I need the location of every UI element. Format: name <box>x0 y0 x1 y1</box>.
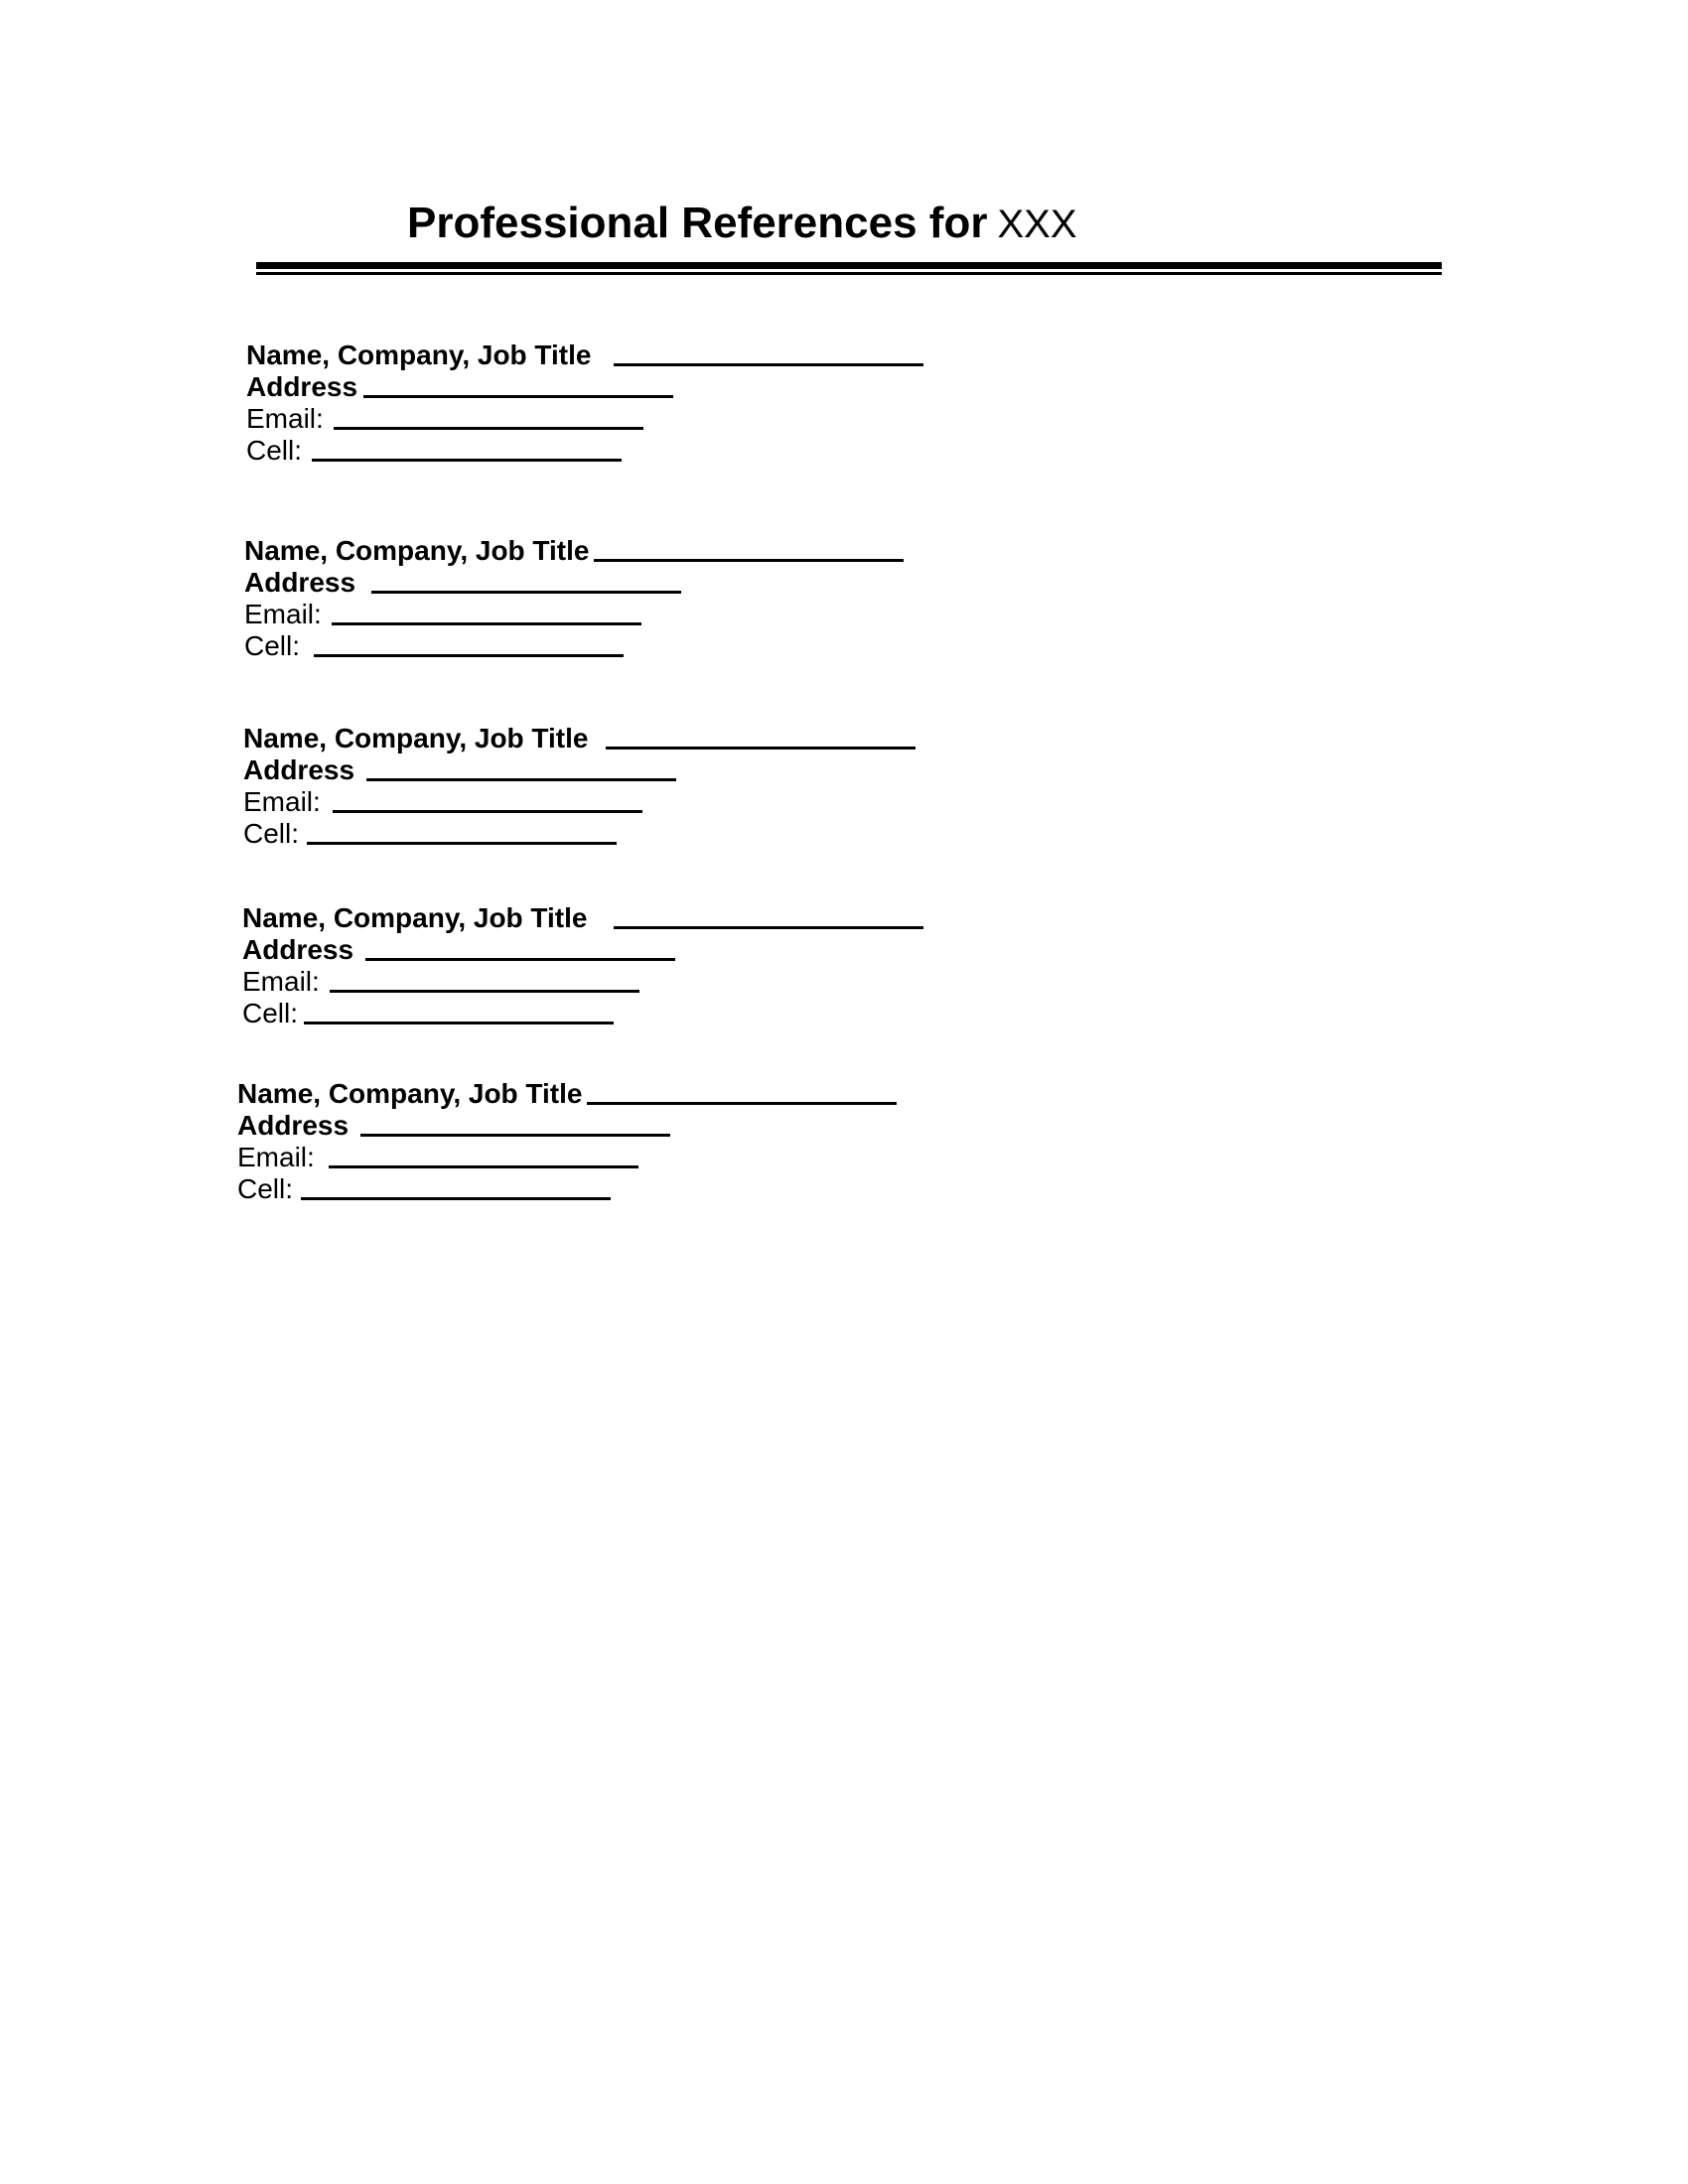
cell-blank[interactable] <box>307 842 617 845</box>
cell-label: Cell: <box>246 435 303 466</box>
name-company-title-label: Name, Company, Job Title <box>243 723 589 753</box>
address-label: Address <box>246 371 358 402</box>
cell-blank[interactable] <box>304 1022 614 1024</box>
name-company-title-label: Name, Company, Job Title <box>246 340 592 370</box>
address-blank[interactable] <box>371 591 681 594</box>
name-company-title-blank[interactable] <box>606 747 915 750</box>
address-label: Address <box>237 1110 350 1141</box>
cell-label: Cell: <box>242 998 299 1028</box>
cell-blank[interactable] <box>301 1197 611 1200</box>
email-label: Email: <box>246 403 324 434</box>
email-blank[interactable] <box>334 427 643 430</box>
name-company-title-blank[interactable] <box>614 926 923 929</box>
address-blank[interactable] <box>365 958 675 961</box>
email-label: Email: <box>243 786 321 817</box>
email-blank[interactable] <box>330 990 639 993</box>
address-label: Address <box>242 934 354 965</box>
email-label: Email: <box>237 1142 315 1172</box>
cell-blank[interactable] <box>312 459 622 462</box>
cell-label: Cell: <box>237 1173 294 1204</box>
address-blank[interactable] <box>363 395 673 398</box>
name-company-title-label: Name, Company, Job Title <box>237 1078 583 1109</box>
email-blank[interactable] <box>333 810 642 813</box>
title-rule-thin <box>256 272 1442 275</box>
address-label: Address <box>243 754 355 785</box>
email-label: Email: <box>244 599 322 629</box>
title-name: XXX <box>997 203 1077 246</box>
name-company-title-blank[interactable] <box>614 363 923 366</box>
name-company-title-label: Name, Company, Job Title <box>244 535 590 566</box>
name-company-title-label: Name, Company, Job Title <box>242 902 588 933</box>
address-blank[interactable] <box>366 778 676 781</box>
address-blank[interactable] <box>360 1134 670 1137</box>
title-rule-thick <box>256 262 1442 269</box>
address-label: Address <box>244 567 356 598</box>
name-company-title-blank[interactable] <box>587 1102 897 1105</box>
cell-label: Cell: <box>244 630 301 661</box>
title-main: Professional References for <box>407 199 988 247</box>
cell-blank[interactable] <box>314 654 624 657</box>
email-label: Email: <box>242 966 320 997</box>
cell-label: Cell: <box>243 818 300 849</box>
email-blank[interactable] <box>332 622 641 625</box>
page-title <box>407 197 1077 251</box>
name-company-title-blank[interactable] <box>594 559 904 562</box>
email-blank[interactable] <box>329 1165 638 1168</box>
